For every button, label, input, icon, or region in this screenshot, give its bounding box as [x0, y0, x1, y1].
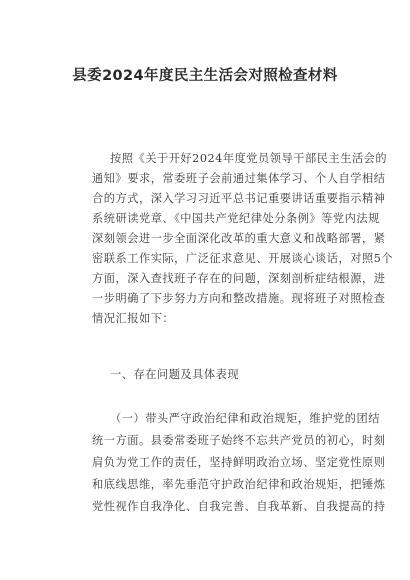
intro-line: 通知》要求，常委班子会前通过集体学习、个人自学相结	[92, 172, 386, 185]
intro-line: 按照《关于开好2024年度党员领导干部民主生活会的	[110, 152, 388, 165]
body-line: 肩负为党工作的责任，坚持鲜明政治立场、坚定党性原则	[92, 456, 386, 469]
body-line: （一）带头严守政治纪律和政治规矩，维护党的团结	[110, 412, 380, 425]
intro-line: 合的方式，深入学习习近平总书记重要讲话重要指示精神	[92, 192, 386, 205]
section-heading: 一、存在问题及具体表现	[110, 368, 240, 381]
intro-line: 系统研读党章、《中国共产党纪律处分条例》等党内法规	[92, 212, 380, 225]
document-title: 县委2024年度民主生活会对照检查材料	[72, 68, 338, 84]
body-line: 党性视作自我净化、自我完善、自我革新、自我提高的持	[92, 500, 386, 513]
body-line: 和底线思维，率先垂范守护政治纪律和政治规矩，把锤炼	[92, 478, 386, 491]
intro-line: 深刻领会进一步全面深化改革的重大意义和战略部署，紧	[92, 232, 386, 245]
intro-line: 一步明确了下步努力方向和整改措施。现将班子对照检查	[92, 292, 386, 305]
body-line: 统一方面。县委常委班子始终不忘共产党员的初心，时刻	[92, 434, 386, 447]
intro-line: 方面，深入查找班子存在的问题，深刻剖析症结根源，进	[92, 272, 386, 285]
intro-line: 密联系工作实际，广泛征求意见、开展谈心谈话，对照5个	[92, 252, 394, 265]
intro-line: 情况汇报如下：	[92, 312, 175, 325]
